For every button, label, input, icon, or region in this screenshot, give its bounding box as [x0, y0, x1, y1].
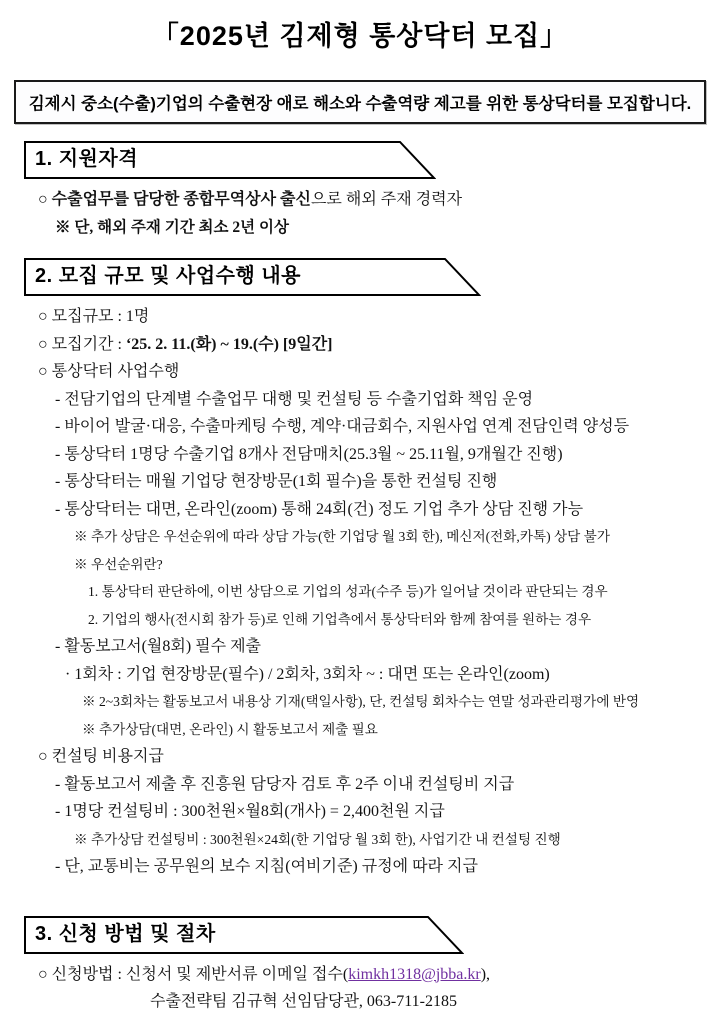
apply-method-text: ○ 신청방법 : 신청서 및 제반서류 이메일 접수(: [38, 965, 349, 983]
list-item: - 활동보고서(월8회) 필수 제출: [55, 638, 262, 655]
list-item: · 1회차 : 기업 현장방문(필수) / 2회차, 3회차 ~ : 대면 또는 온라인(zoom): [65, 665, 550, 683]
list-item: - 통상닥터는 대면, 온라인(zoom) 통해 24회(건) 정도 기업 추가 상담 진행 가능: [55, 500, 584, 518]
page-title: 「2025년 김제형 통상닥터 모집」: [151, 21, 569, 51]
list-item: - 통상닥터 1명당 수출기업 8개사 전담매치(25.3월 ~ 25.11월, 9개월간 진행): [55, 445, 563, 463]
contact-line: 수출전략팀 김규혁 선임담당관, 063-711-2185: [150, 993, 457, 1010]
period-dates: ‘25. 2. 11.(화) ~ 19.(수) [9일간]: [125, 335, 333, 353]
section2-body: [0, 303, 720, 881]
bullet: ○: [38, 191, 52, 208]
qualification-bold: 수출업무를 담당한 종합무역상사 출신: [51, 191, 311, 208]
list-item: - 통상닥터는 매월 기업당 현장방문(1회 필수)을 통한 컨설팅 진행: [55, 473, 498, 490]
list-item: ○ 통상닥터 사업수행: [38, 363, 180, 380]
section3-header: [24, 916, 464, 954]
list-item: - 전담기업의 단계별 수출업무 대행 및 컨설팅 등 수출기업화 책임 운영: [55, 390, 534, 408]
note-item: ※ 추가상담(대면, 온라인) 시 활동보고서 제출 필요: [82, 721, 378, 737]
section3-body: [0, 961, 720, 1016]
note-item: ※ 2~3회차는 활동보고서 내용상 기재(택일사항), 단, 컨설팅 회차수는 연말 성과관리평가에 반영: [82, 694, 640, 709]
period-label: ○ 모집기간 :: [38, 335, 126, 353]
list-item: ※ 단, 해외 주재 기간 최소 2년 이상: [55, 219, 289, 236]
list-item: [0, 186, 720, 214]
intro-box: [14, 80, 706, 124]
section2-heading: 2. 모집 규모 및 사업수행 내용: [35, 265, 301, 287]
qualification-rest: 으로 해외 주재 경력자: [310, 191, 463, 208]
email-link[interactable]: kimkh1318@jbba.kr: [348, 965, 481, 983]
list-item: - 1명당 컨설팅비 : 300천원×월8회(개사) = 2,400천원 지급: [55, 803, 445, 820]
list-item: 1. 통상닥터 판단하에, 이번 상담으로 기업의 성과(수주 등)가 일어날 것이라 판단되는 경우: [88, 584, 608, 599]
section1-header: [24, 141, 436, 179]
section1-heading: 1. 지원자격: [35, 148, 139, 170]
note-item: ※ 추가상담 컨설팅비 : 300천원×24회(한 기업당 월 3회 한), 사업기간 내 컨설팅 진행: [74, 831, 561, 847]
note-item: ※ 우선순위란?: [74, 556, 163, 572]
section2-header: [24, 258, 481, 296]
note-item: ※ 추가 상담은 우선순위에 따라 상담 가능(한 기업당 월 3회 한), 메신저(전화,카톡) 상담 불가: [74, 529, 610, 544]
list-item: - 단, 교통비는 공무원의 보수 지침(여비기준) 규정에 따라 지급: [55, 858, 478, 875]
intro-text: 김제시 중소(수출)기업의 수출현장 애로 해소와 수출역량 제고를 위한 통상닥터를 모집합니다.: [28, 95, 692, 113]
section3-heading: 3. 신청 방법 및 절차: [35, 922, 216, 945]
section1-body: [0, 186, 720, 242]
apply-method-suffix: ),: [480, 965, 491, 983]
list-item: [0, 331, 720, 359]
list-item: [0, 961, 720, 989]
list-item: ○ 컨설팅 비용지급: [38, 748, 164, 765]
list-item: - 바이어 발굴·대응, 수출마케팅 수행, 계약·대금회수, 지원사업 연계 전담인력 양성등: [55, 418, 630, 435]
list-item: ○ 모집규모 : 1명: [38, 308, 150, 325]
list-item: - 활동보고서 제출 후 진흥원 담당자 검토 후 2주 이내 컨설팅비 지급: [55, 775, 515, 793]
list-item: 2. 기업의 행사(전시회 참가 등)로 인해 기업측에서 통상닥터와 함께 참여를 원하는 경우: [88, 611, 592, 627]
